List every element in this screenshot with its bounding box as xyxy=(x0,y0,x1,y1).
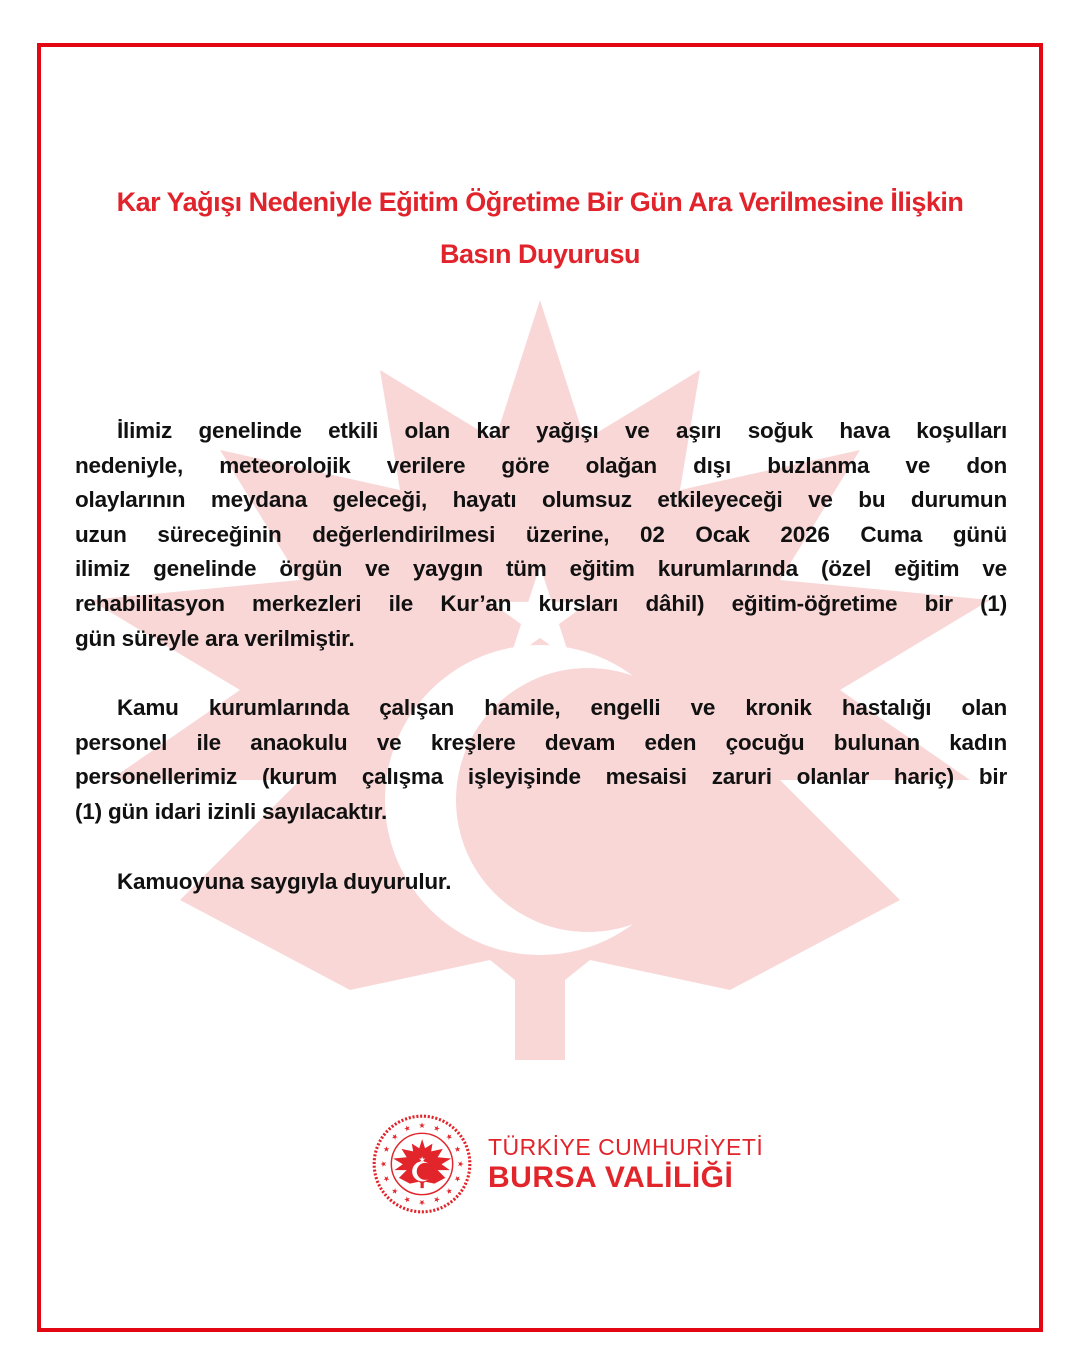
paragraph-closing xyxy=(75,865,1007,900)
announcement-body xyxy=(75,414,1007,934)
body-line: Kamu kurumlarında çalışan hamile, engelli ve kronik hastalığı olan xyxy=(117,695,1007,721)
paragraph-2 xyxy=(75,691,1007,829)
governorship-wordmark xyxy=(488,1134,763,1195)
body-line: uzun süreceğinin değerlendirilmesi üzerine, 02 Ocak 2026 Cuma günü xyxy=(75,521,1007,547)
body-line: personel ile anaokulu ve kreşlere devam eden çocuğu bulunan kadın xyxy=(75,729,1007,755)
closing-line: Kamuoyuna saygıyla duyurulur. xyxy=(117,868,452,894)
body-line: olaylarının meydana geleceği, hayatı olumsuz etkileyeceği ve bu durumun xyxy=(75,487,1007,513)
body-line: personellerimiz (kurum çalışma işleyişinde mesaisi zaruri olanlar hariç) bir xyxy=(75,764,1007,790)
page-title xyxy=(44,176,1036,280)
wordmark-country: TÜRKİYE CUMHURİYETİ xyxy=(488,1133,764,1160)
page-title-line2: Basın Duyurusu xyxy=(439,239,641,269)
body-line: (1) gün idari izinli sayılacaktır. xyxy=(75,798,388,824)
paragraph-1 xyxy=(75,414,1007,656)
governorship-logo xyxy=(370,1112,763,1216)
body-line: İlimiz genelinde etkili olan kar yağışı ve aşırı soğuk hava koşulları xyxy=(117,418,1007,443)
body-line: gün süreyle ara verilmiştir. xyxy=(75,625,355,651)
body-line: rehabilitasyon merkezleri ile Kur’an kursları dâhil) eğitim-öğretime bir (1) xyxy=(75,590,1007,616)
body-line: nedeniyle, meteorolojik verilere göre olağan dışı buzlanma ve don xyxy=(75,452,1007,478)
page-title-line1: Kar Yağışı Nedeniyle Eğitim Öğretime Bir Gün Ara Verilmesine İlişkin xyxy=(116,187,964,217)
tc-government-emblem-icon xyxy=(370,1112,474,1216)
body-line: ilimiz genelinde örgün ve yaygın tüm eğitim kurumlarında (özel eğitim ve xyxy=(75,556,1007,582)
wordmark-institution: BURSA VALİLİĞİ xyxy=(488,1160,734,1194)
